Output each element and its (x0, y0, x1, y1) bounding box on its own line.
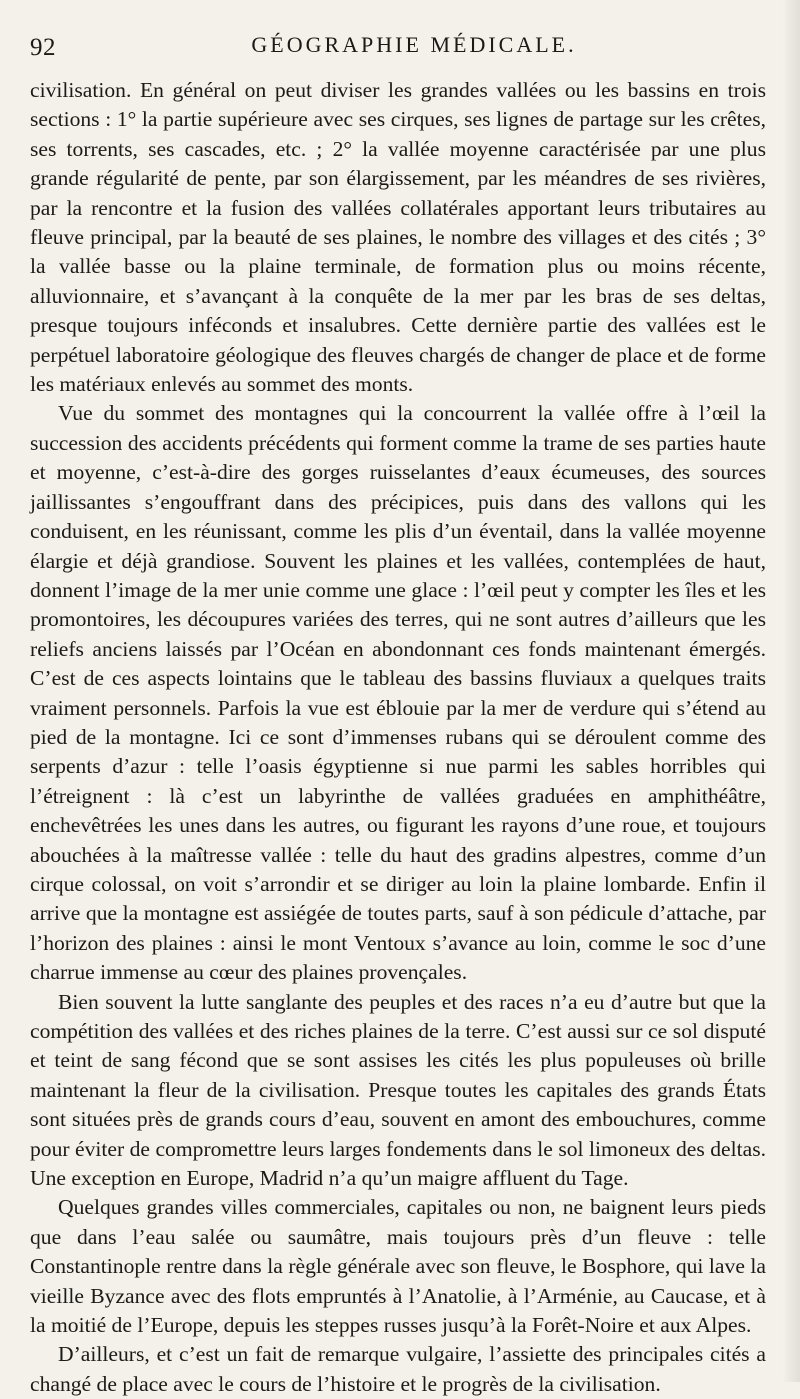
page-edge-shadow (782, 0, 800, 1382)
paragraph-cities-changed-place: D’ailleurs, et c’est un fait de remarque vulgaire, l’assiette des principales cités a changé de place avec le cours de l’histoire et le progrès de la civilisation. (30, 1342, 766, 1396)
paragraph-view-from-summit: Vue du sommet des montagnes qui la concourrent la vallée offre à l’œil la succession des accidents précédents qui forment comme la trame de ses parties haute et moyenne, c’est-à-dire des gorges ruisselantes d’eaux écumeuses, des sources jaillissantes s’engouffrant dans des précipices, puis dans des vallons qui les conduisent, en les réunissant, comme les plis d’un éventail, dans la vallée moyenne élargie et déjà grandiose. Souvent les plaines et les vallées, contemplées de haut, donnent l’image de la mer unie comme une glace : l’œil peut y compter les îles et les promontoires, les découpures variées des terres, qui ne sont autres d’ailleurs que les reliefs anciens laissés par l’Océan en abondonnant ces fonds maintenant émergés. C’est de ces aspects lointains que le tableau des bassins fluviaux a quelques traits vraiment personnels. Parfois la vue est éblouie par la mer de verdure qui s’étend au pied de la montagne. Ici ce sont d’immenses rubans qui se déroulent comme des serpents d’azur : telle l’oasis égyptienne si nue parmi les sables horribles qui l’étreignent : là c’est un labyrinthe de vallées graduées en amphithéâtre, enchevêtrées les unes dans les autres, ou figurant les rayons d’une roue, et toujours abouchées à la maîtresse vallée : telle du haut des gradins alpestres, comme d’un cirque colossal, on voit s’arrondir et se diriger au loin la plaine lombarde. Enfin il arrive que la montagne est assiégée de toutes parts, sauf à son pédicule d’attache, par l’horizon des plaines : ainsi le mont Ventoux s’avance au loin, comme le soc d’une charrue immense au cœur des plaines provençales. (30, 401, 766, 985)
body-text (30, 76, 766, 1399)
paragraph-continuation: civilisation. En général on peut diviser les grandes vallées ou les bassins en trois sections : 1° la partie supérieure avec ses cirques, ses lignes de partage sur les crêtes, ses torrents, ses cascades, etc. ; 2° la vallée moyenne caractérisée par une plus grande régularité de pente, par son élargissement, par les méandres de ses rivières, par la rencontre et la fusion des vallées collatérales apportant leurs tributaires au fleuve principal, par la beauté de ses plaines, le nombre des villages et des cités ; 3° la vallée basse ou la plaine terminale, de formation plus ou moins récente, alluvionnaire, et s’avançant à la conquête de la mer par les bras de ses deltas, presque toujours inféconds et insalubres. Cette dernière partie des vallées est le perpétuel laboratoire géologique des fleuves chargés de changer de place et de forme les matériaux enlevés au sommet des monts. (30, 78, 766, 397)
paragraph-commercial-cities: Quelques grandes villes commerciales, capitales ou non, ne baignent leurs pieds que dans l’eau salée ou saumâtre, mais toujours près d’un fleuve : telle Constantinople rentre dans la règle générale avec son fleuve, le Bosphore, qui lave la vieille Byzance avec des flots empruntés à l’Anatolie, à l’Arménie, au Caucase, et à la moitié de l’Europe, depuis les steppes russes jusqu’à la Forêt-Noire et aux Alpes. (30, 1195, 766, 1338)
page-header (30, 28, 766, 62)
running-head: GÉOGRAPHIE MÉDICALE. (251, 32, 577, 57)
paragraph-struggle-of-peoples: Bien souvent la lutte sanglante des peuples et des races n’a eu d’autre but que la compétition des vallées et des riches plaines de la terre. C’est aussi sur ce sol disputé et teint de sang fécond que se sont assises les cités les plus populeuses où brille maintenant la fleur de la civilisation. Presque toutes les capitales des grands États sont situées près de grands cours d’eau, souvent en amont des embouchures, comme pour éviter de compromettre leurs larges fondements dans le sol limoneux des deltas. Une exception en Europe, Madrid n’a qu’un maigre affluent du Tage. (30, 989, 766, 1191)
page-number: 92 (30, 34, 56, 61)
